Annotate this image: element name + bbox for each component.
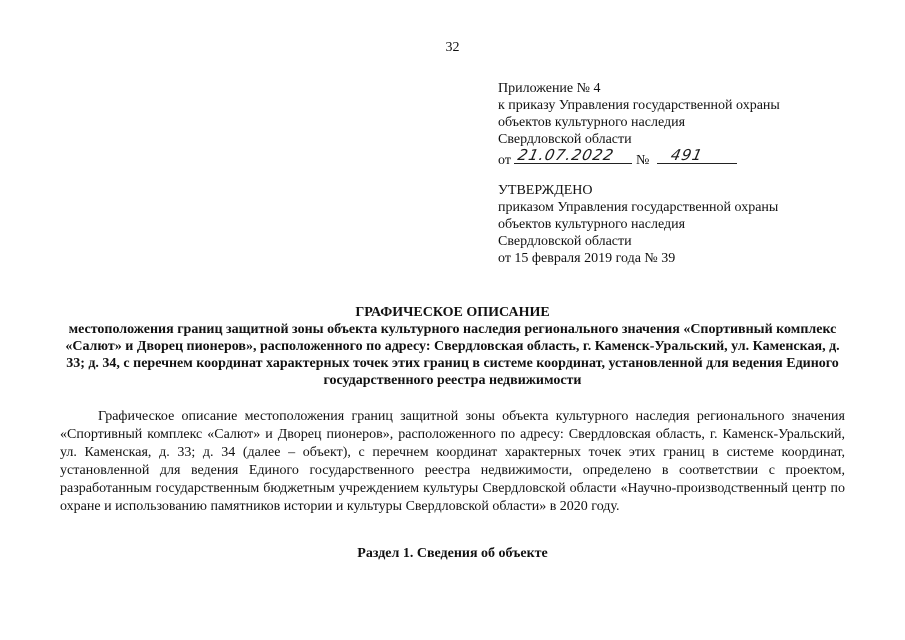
annex-block: [498, 80, 780, 169]
approved-line: объектов культурного наследия: [498, 217, 686, 232]
document-subtitle: местоположения границ защитной зоны объекта культурного наследия регионального значения «Спортивный комплекс «Салют» и Дворец пионеров», расположенного по адресу: Свердловская область, г. Каменск-Уральский, ул. Каменская, д. 33; д. 34, с перечнем координат характерных точек этих границ в системе координат, установленной для ведения Единого государственного реестра недвижимости: [65, 322, 840, 388]
handwritten-date: 21.07.2022: [516, 146, 617, 164]
date-prefix: от: [498, 153, 511, 168]
section-title: Раздел 1. Сведения об объекте: [357, 546, 548, 561]
annex-line: Свердловской области: [498, 132, 632, 147]
body-paragraph: Графическое описание местоположения границ защитной зоны объекта культурного наследия регионального значения «Спортивный комплекс «Салют» и Дворец пионеров», расположенного по адресу: Свердловская область, г. Каменск-Уральский, ул. Каменская, д. 33; д. 34 (далее – объект), с перечнем координат характерных точек этих границ в системе координат, установленной для ведения Единого государственного реестра недвижимости, определено в соответствии с проектом, разработанным государственным бюджетным учреждением культуры Свердловской области «Научно-производственный центр по охране и использованию памятников истории и культуры Свердловской области» в 2020 году.: [60, 409, 845, 514]
date-blank: [514, 148, 632, 164]
approved-line: Свердловской области: [498, 234, 632, 249]
approved-line: УТВЕРЖДЕНО: [498, 183, 593, 198]
annex-line: Приложение № 4: [498, 81, 601, 96]
number-blank: [657, 148, 737, 164]
approved-line: от 15 февраля 2019 года № 39: [498, 251, 676, 266]
handwritten-number: 491: [668, 146, 705, 164]
number-label: №: [635, 153, 650, 168]
document-title: ГРАФИЧЕСКОЕ ОПИСАНИЕ: [355, 305, 550, 320]
annex-line: объектов культурного наследия: [498, 115, 686, 130]
annex-line: к приказу Управления государственной охраны: [498, 98, 780, 113]
approved-block: [498, 182, 778, 267]
document-heading: [60, 304, 845, 389]
approved-line: приказом Управления государственной охраны: [498, 200, 779, 215]
annex-date-line: [498, 148, 780, 169]
page-number: 32: [445, 40, 460, 55]
